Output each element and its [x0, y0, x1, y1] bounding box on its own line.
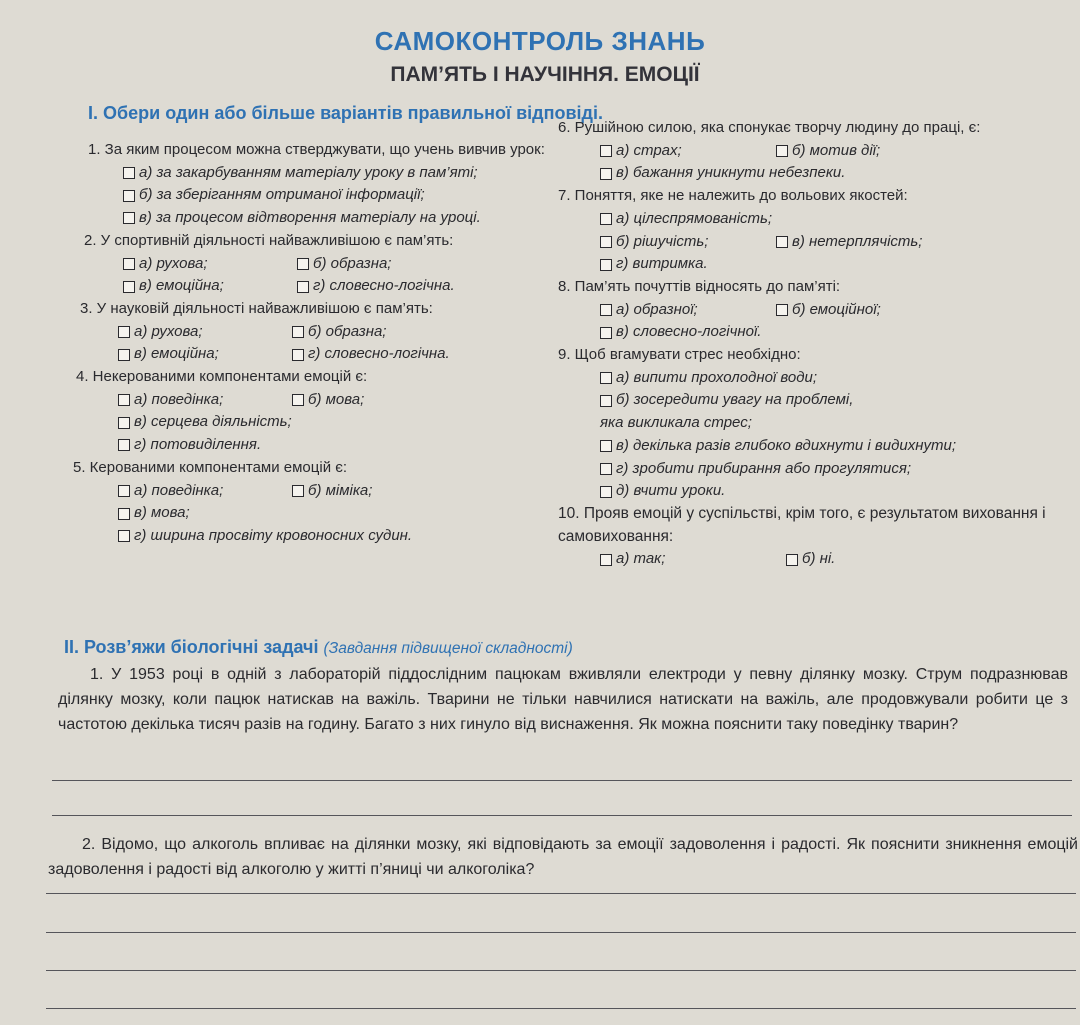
checkbox-icon[interactable]	[292, 394, 304, 406]
option[interactable]: а) рухова;	[123, 253, 297, 276]
question-10: 10. Прояв емоцій у суспільстві, крім того, є результатом виховання і самовиховання:	[558, 504, 1046, 545]
option[interactable]: в) емоційна;	[123, 275, 297, 298]
option[interactable]: в) декілька разів глибоко вдихнути і видихнути;	[600, 435, 956, 458]
option[interactable]: б) мова;	[292, 389, 364, 412]
option[interactable]: а) поведінка;	[118, 389, 292, 412]
option[interactable]: г) ширина просвіту кровоносних судин.	[118, 525, 412, 548]
option[interactable]: б) ні.	[786, 548, 835, 571]
checkbox-icon[interactable]	[600, 213, 612, 225]
question-9: 9. Щоб вгамувати стрес необхідно:	[558, 346, 801, 364]
checkbox-icon[interactable]	[600, 372, 612, 384]
answer-line[interactable]	[52, 815, 1072, 816]
question-2-options	[78, 253, 548, 298]
checkbox-icon[interactable]	[118, 485, 130, 497]
task-1: 1. У 1953 році в одній з лабораторій піддослідним пацюкам вживляли електроди у певну ділянку мозку. Струм подразнював ділянку мозку, коли пацюк натискав на важіль. Тварини не тільки навчилися натискати на важіль, але продовжували робити це з частотою декілька тисяч разів на годину. Багато з них гинуло від виснаження. Як можна пояснити таку поведінку тварин?	[58, 666, 1068, 733]
checkbox-icon[interactable]	[297, 258, 309, 270]
option[interactable]: а) так;	[600, 548, 786, 571]
question-9-options	[558, 367, 1058, 503]
option[interactable]: а) випити прохолодної води;	[600, 367, 817, 390]
task-2: 2. Відомо, що алкоголь впливає на ділянки мозку, які відповідають за емоції задоволення і радості. Як пояснити зникнення емоцій задоволення і радості від алкоголю у житті п’яниці чи алкоголіка?	[48, 836, 1078, 878]
option-continuation: яка викликала стрес;	[600, 414, 752, 432]
option[interactable]: д) вчити уроки.	[600, 480, 725, 503]
option[interactable]: в) за процесом відтворення матеріалу на уроці.	[123, 207, 481, 230]
page-title: САМОКОНТРОЛЬ ЗНАНЬ	[374, 26, 706, 56]
option[interactable]: а) поведінка;	[118, 480, 292, 503]
question-1: 1. За яким процесом можна стверджувати, що учень вивчив урок:	[88, 141, 545, 158]
checkbox-icon[interactable]	[600, 486, 612, 498]
checkbox-icon[interactable]	[776, 236, 788, 248]
answer-line[interactable]	[46, 893, 1076, 894]
checkbox-icon[interactable]	[123, 167, 135, 179]
checkbox-icon[interactable]	[600, 145, 612, 157]
checkbox-icon[interactable]	[600, 554, 612, 566]
question-3: 3. У науковій діяльності найважливішою є пам’ять:	[80, 299, 433, 317]
checkbox-icon[interactable]	[297, 281, 309, 293]
checkbox-icon[interactable]	[118, 439, 130, 451]
answer-line[interactable]	[46, 932, 1076, 933]
checkbox-icon[interactable]	[600, 168, 612, 180]
option[interactable]: в) емоційна;	[118, 343, 292, 366]
answer-line[interactable]	[52, 780, 1072, 781]
option[interactable]: г) зробити прибирання або прогулятися;	[600, 458, 911, 481]
option[interactable]: б) емоційної;	[776, 299, 881, 322]
option[interactable]: в) словесно-логічної.	[600, 321, 761, 344]
checkbox-icon[interactable]	[123, 190, 135, 202]
option[interactable]: б) образна;	[292, 321, 386, 344]
checkbox-icon[interactable]	[118, 326, 130, 338]
option[interactable]: в) мова;	[118, 502, 190, 525]
option[interactable]: г) словесно-логічна.	[292, 343, 450, 366]
checkbox-icon[interactable]	[292, 326, 304, 338]
option[interactable]: а) цілеспрямованість;	[600, 208, 772, 231]
option[interactable]: б) мотив дії;	[776, 140, 880, 163]
question-2: 2. У спортивній діяльності найважливішою є пам’ять:	[84, 231, 454, 249]
checkbox-icon[interactable]	[600, 440, 612, 452]
option[interactable]: г) потовиділення.	[118, 434, 261, 457]
checkbox-icon[interactable]	[786, 554, 798, 566]
checkbox-icon[interactable]	[600, 463, 612, 475]
option[interactable]: б) зосередити увагу на проблемі,	[600, 389, 853, 412]
question-8-options	[558, 299, 1058, 344]
question-7: 7. Поняття, яке не належить до вольових якостей:	[558, 187, 908, 205]
section-2-note: (Завдання підвищеної складності)	[323, 640, 573, 657]
question-4-options	[78, 389, 548, 457]
question-6: 6. Рушійною силою, яка спонукає творчу людину до праці, є:	[558, 119, 981, 136]
question-3-options	[78, 321, 548, 366]
question-4: 4. Некерованими компонентами емоцій є:	[76, 368, 368, 386]
checkbox-icon[interactable]	[600, 395, 612, 407]
question-10-options	[558, 548, 1058, 571]
option[interactable]: а) рухова;	[118, 321, 292, 344]
option[interactable]: а) образної;	[600, 299, 776, 322]
checkbox-icon[interactable]	[118, 530, 130, 542]
option[interactable]: в) нетерплячість;	[776, 231, 922, 254]
checkbox-icon[interactable]	[118, 508, 130, 520]
checkbox-icon[interactable]	[118, 349, 130, 361]
checkbox-icon[interactable]	[776, 145, 788, 157]
checkbox-icon[interactable]	[123, 212, 135, 224]
question-1-options	[78, 162, 548, 230]
section-1-heading: І. Обери один або більше варіантів правильної відповіді.	[88, 103, 603, 123]
left-column	[73, 139, 548, 548]
checkbox-icon[interactable]	[123, 258, 135, 270]
checkbox-icon[interactable]	[600, 327, 612, 339]
answer-line[interactable]	[46, 970, 1076, 971]
checkbox-icon[interactable]	[600, 259, 612, 271]
option[interactable]: б) образна;	[297, 253, 391, 276]
option[interactable]: а) за закарбуванням матеріалу уроку в пам’яті;	[123, 162, 478, 185]
option[interactable]: б) міміка;	[292, 480, 372, 503]
option[interactable]: в) бажання уникнути небезпеки.	[600, 162, 845, 185]
page-subtitle: ПАМ’ЯТЬ І НАУЧІННЯ. ЕМОЦІЇ	[390, 63, 700, 86]
option[interactable]: в) серцева діяльність;	[118, 411, 292, 434]
checkbox-icon[interactable]	[292, 485, 304, 497]
section-2-heading: ІІ. Розв’яжи біологічні задачі (Завдання підвищеної складності)	[64, 637, 573, 657]
checkbox-icon[interactable]	[118, 417, 130, 429]
question-5: 5. Керованими компонентами емоцій є:	[73, 458, 348, 476]
checkbox-icon[interactable]	[600, 304, 612, 316]
checkbox-icon[interactable]	[123, 281, 135, 293]
checkbox-icon[interactable]	[118, 394, 130, 406]
checkbox-icon[interactable]	[776, 304, 788, 316]
option[interactable]: г) витримка.	[600, 253, 708, 276]
question-5-options	[78, 480, 548, 548]
question-8: 8. Пам’ять почуттів відносять до пам’яті:	[558, 277, 841, 295]
option[interactable]: б) за зберіганням отриманої інформації;	[123, 184, 425, 207]
option[interactable]: б) рішучість;	[600, 231, 776, 254]
checkbox-icon[interactable]	[292, 349, 304, 361]
option[interactable]: г) словесно-логічна.	[297, 275, 455, 298]
question-6-options	[558, 140, 1058, 185]
answer-line[interactable]	[46, 1008, 1076, 1009]
checkbox-icon[interactable]	[600, 236, 612, 248]
question-7-options	[558, 208, 1058, 276]
option[interactable]: а) страх;	[600, 140, 776, 163]
right-column	[558, 117, 1058, 571]
